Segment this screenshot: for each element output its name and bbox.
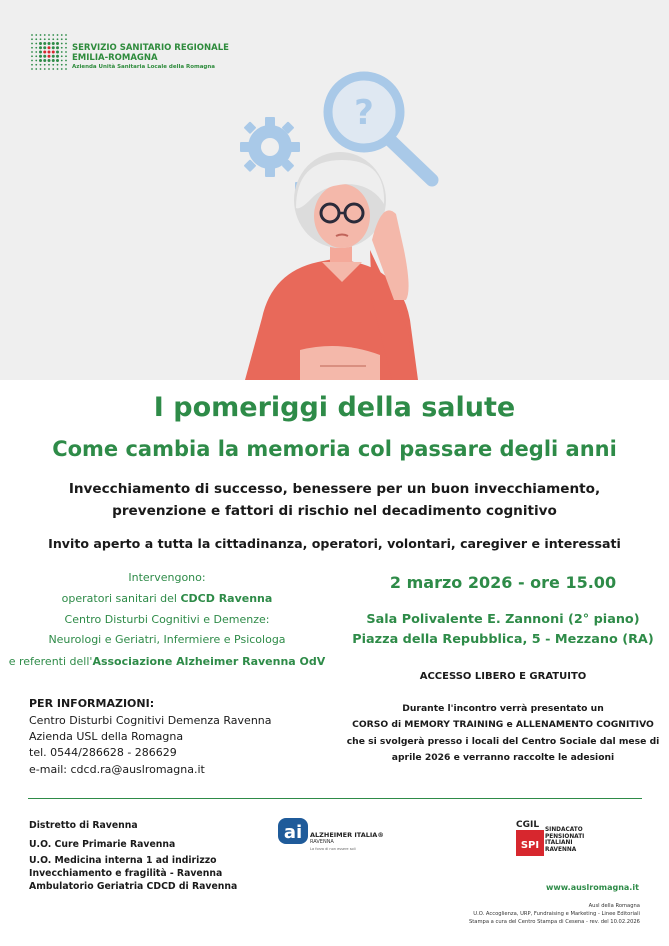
speakers-line-4-prefix: e referenti dell' [8, 655, 93, 668]
description-line-2: prevenzione e fattori di rischio nel decadimento cognitivo [112, 503, 557, 519]
alzheimer-logo-tagline: La forza di non essere soli [310, 847, 356, 851]
credit-line-1: Ausl della Romagna [588, 903, 640, 909]
footer-unit-3: Invecchiamento e fragilità - Ravenna [29, 868, 223, 879]
event-venue: Sala Polivalente E. Zannoni (2° piano) [366, 612, 640, 627]
page-subtitle: Come cambia la memoria col passare degli anni [52, 437, 617, 461]
footer-district: Distretto di Ravenna [29, 820, 138, 831]
speakers-line-1-prefix: operatori sanitari del [61, 592, 181, 605]
svg-text:CGIL: CGIL [516, 820, 540, 830]
footer-unit-2: U.O. Medicina interna 1 ad indirizzo [29, 855, 217, 866]
course-line-1: Durante l'incontro verrà presentato un [402, 703, 604, 714]
header-banner [0, 0, 669, 380]
info-line-1: Centro Disturbi Cognitivi Demenza Ravenna [29, 714, 272, 727]
website-link[interactable]: www.auslromagna.it [546, 883, 639, 892]
speakers-line-2: Centro Disturbi Cognitivi e Demenze: [64, 613, 270, 626]
description-line-1: Invecchiamento di successo, benessere per un buon invecchiamento, [68, 481, 601, 497]
info-heading: PER INFORMAZIONI: [29, 697, 155, 710]
info-line-2: Azienda USL della Romagna [29, 730, 184, 743]
access-text: ACCESSO LIBERO E GRATUITO [419, 671, 587, 682]
footer-divider [28, 798, 642, 799]
question-mark: ? [354, 93, 374, 133]
footer-unit-4: Ambulatorio Geriatria CDCD di Ravenna [29, 881, 238, 892]
svg-text:ai: ai [283, 822, 303, 843]
illustration [0, 0, 669, 380]
course-line-4: aprile 2026 e verranno raccolte le adesioni [391, 752, 615, 763]
logo-line-1: SERVIZIO SANITARIO REGIONALE [72, 43, 229, 53]
alzheimer-logo-name: ALZHEIMER ITALIA® [310, 831, 384, 839]
alzheimer-logo-city: RAVENNA [310, 839, 334, 845]
gear-icon-large [240, 117, 300, 177]
svg-text:SPI: SPI [520, 840, 540, 851]
logo-line-2: EMILIA-ROMAGNA [72, 53, 158, 63]
credit-line-3: Stampa a cura del Centro Stampa di Cesena - rev. del 10.02.2026 [468, 919, 640, 925]
speakers-cdcd: CDCD Ravenna [180, 592, 273, 605]
page-title: I pomeriggi della salute [153, 392, 516, 423]
speakers-line-1 [0, 592, 334, 605]
course-line-2: CORSO di MEMORY TRAINING e ALLENAMENTO COGNITIVO [352, 719, 654, 730]
invitation-text: Invito aperto a tutta la cittadinanza, operatori, volontari, caregiver e interessati [48, 536, 621, 551]
course-line-3: che si svolgerà presso i locali del Centro Sociale dal mese di [346, 736, 660, 747]
speakers-line-3: Neurologi e Geriatri, Infermiere e Psicologa [48, 633, 286, 646]
cgil-spi-mark-icon [516, 818, 544, 858]
speakers-association: Associazione Alzheimer Ravenna OdV [92, 655, 326, 668]
logo-line-3: Azienda Unità Sanitaria Locale della Romagna [72, 64, 215, 70]
cgil-spi-logo [516, 818, 596, 858]
info-email[interactable]: e-mail: cdcd.ra@auslromagna.it [29, 763, 205, 776]
footer-unit-1: U.O. Cure Primarie Ravenna [29, 839, 176, 850]
event-address: Piazza della Repubblica, 5 - Mezzano (RA) [352, 632, 654, 647]
alzheimer-mark-icon [278, 818, 308, 846]
speakers-line-4 [0, 655, 334, 668]
woman-thinking-illustration [245, 152, 418, 380]
event-date: 2 marzo 2026 - ore 15.00 [389, 573, 617, 592]
info-phone: tel. 0544/286628 - 286629 [29, 746, 177, 759]
speakers-heading: Intervengono: [128, 571, 206, 584]
credit-line-2: U.O. Accoglienza, URP, Fundraising e Marketing - Linee Editoriali [473, 911, 640, 917]
alzheimer-italia-logo [278, 818, 388, 858]
cgil-spi-text: SINDACATO PENSIONATI ITALIANI RAVENNA [545, 827, 585, 853]
